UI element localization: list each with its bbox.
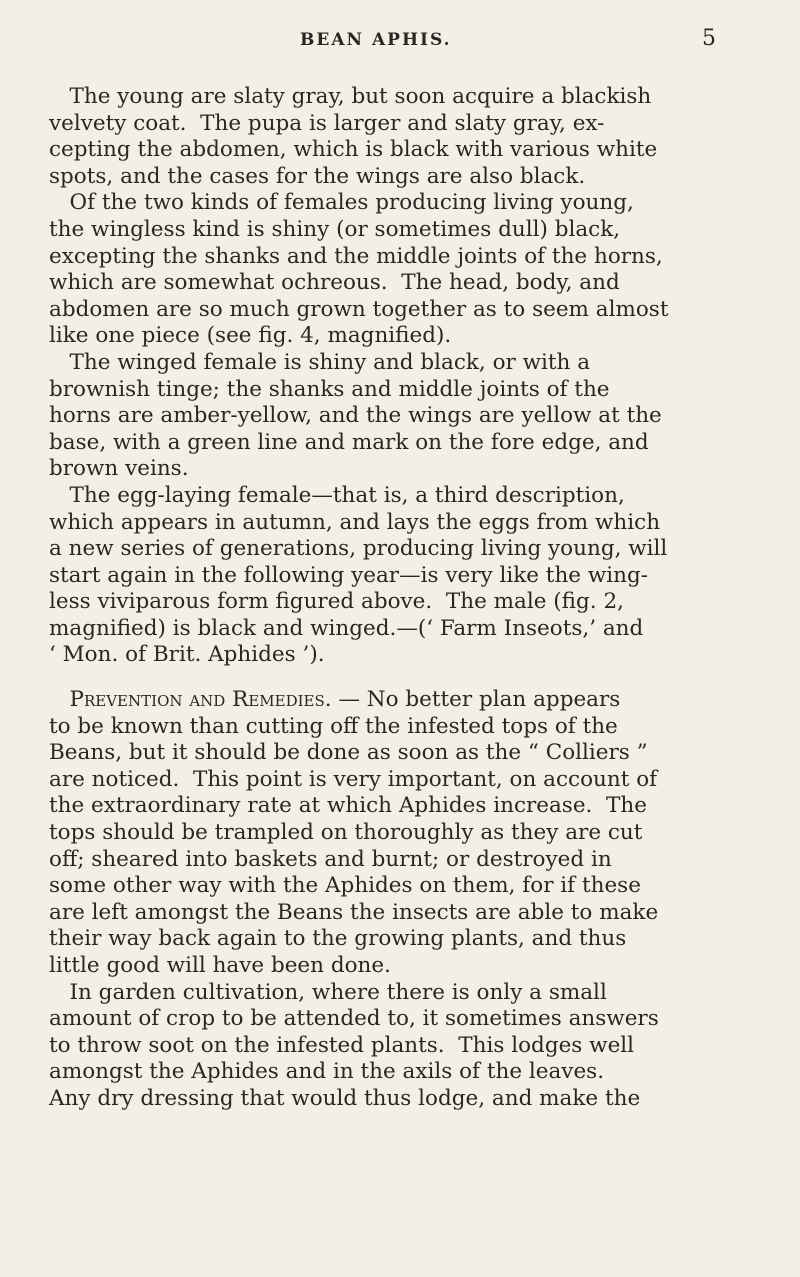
text-line: the extraordinary rate at which Aphides increase. The: [49, 793, 647, 819]
text-line: the wingless kind is shiny (or sometimes dull) black,: [49, 216, 621, 242]
text-line: less viviparous form figured above. The male (fig. 2,: [49, 589, 624, 615]
text-line: off; sheared into baskets and burnt; or destroyed in: [49, 846, 612, 872]
text-line: horns are amber-yellow, and the wings are yellow at the: [49, 403, 662, 429]
page-number: 5: [702, 26, 716, 51]
text-line: base, with a green line and mark on the fore edge, and: [49, 429, 649, 455]
text-line: are left amongst the Beans the insects are able to make: [49, 899, 659, 925]
text-line: amount of crop to be attended to, it sometimes answers: [49, 1006, 659, 1032]
text-line: Prevention and Remedies. — No better plan appears: [69, 687, 621, 713]
paragraph-gap: [49, 669, 739, 687]
running-head: BEAN APHIS.: [300, 30, 452, 50]
text-line: magnified) is black and winged.—(‘ Farm Inseots,’ and: [49, 615, 644, 641]
text-line: to throw soot on the infested plants. This lodges well: [49, 1032, 635, 1058]
text-line: like one piece (see fig. 4, magnified).: [49, 323, 452, 349]
text-line: abdomen are so much grown together as to seem almost: [49, 296, 669, 322]
section-heading: Prevention and Remedies.: [69, 687, 332, 713]
text-line: Any dry dressing that would thus lodge, and make the: [49, 1085, 641, 1111]
text-line: some other way with the Aphides on them, for if these: [49, 873, 641, 899]
text-line: tops should be trampled on thoroughly as they are cut: [49, 820, 643, 846]
text-line: excepting the shanks and the middle joints of the horns,: [49, 243, 663, 269]
text-line: Of the two kinds of females producing living young,: [49, 190, 634, 216]
text-line: which are somewhat ochreous. The head, body, and: [49, 270, 620, 296]
text-line: which appears in autumn, and lays the eggs from which: [49, 509, 661, 535]
text-line: amongst the Aphides and in the axils of the leaves.: [49, 1059, 605, 1085]
text-line: Beans, but it should be done as soon as the “ Colliers ”: [49, 740, 648, 766]
text-line: start again in the following year—is very like the wing-: [49, 562, 648, 588]
text-line: are noticed. This point is very important, on account of: [49, 766, 658, 792]
text-line: velvety coat. The pupa is larger and slaty gray, ex-: [49, 110, 605, 136]
text-line: spots, and the cases for the wings are also black.: [49, 163, 586, 189]
text-line: ‘ Mon. of Brit. Aphides ’).: [49, 642, 325, 668]
text-line: brownish tinge; the shanks and middle joints of the: [49, 376, 610, 402]
text-line: their way back again to the growing plants, and thus: [49, 926, 627, 952]
text-line: The young are slaty gray, but soon acquire a blackish: [49, 84, 652, 109]
text-line: cepting the abdomen, which is black with various white: [49, 137, 658, 163]
text-line: brown veins.: [49, 456, 189, 482]
text-line: little good will have been done.: [49, 953, 391, 978]
page-header: [0, 26, 800, 56]
body-text: [49, 84, 739, 1113]
text-line: In garden cultivation, where there is only a small: [49, 979, 607, 1005]
text-line: The egg-laying female—that is, a third description,: [49, 482, 625, 508]
text-line: a new series of generations, producing living young, will: [49, 536, 668, 562]
text-line: to be known than cutting off the infested tops of the: [49, 713, 618, 739]
text-line: The winged female is shiny and black, or with a: [49, 349, 591, 375]
